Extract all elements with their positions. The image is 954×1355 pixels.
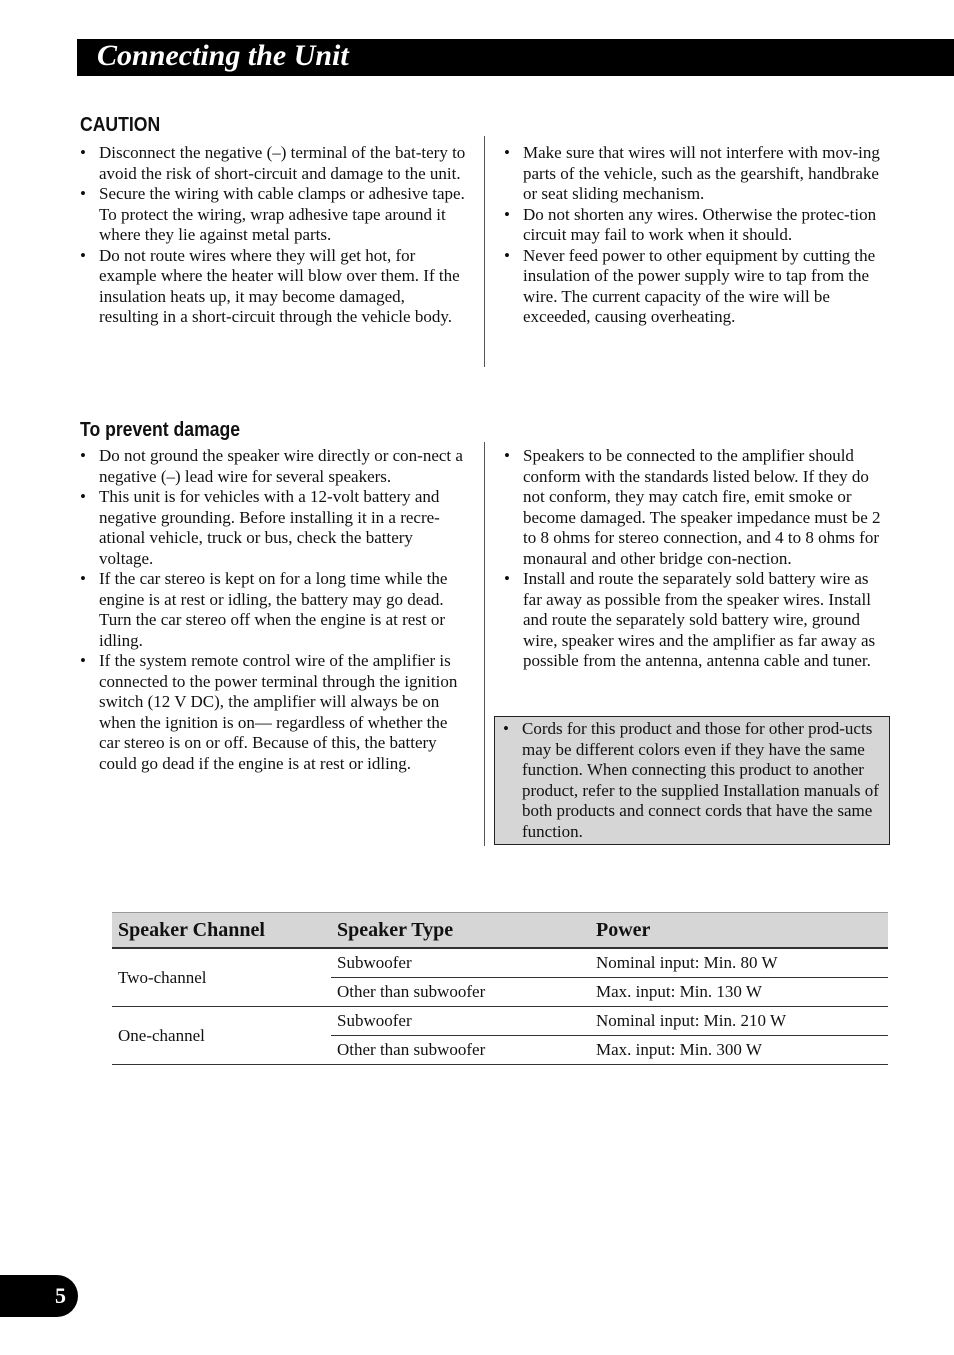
bullet: • — [80, 651, 86, 670]
list-item-text: Secure the wiring with cable clamps or adhesive tape. To protect the wiring, wrap adhesive tape around it where they lie against metal parts. — [99, 184, 465, 244]
type-cell: Subwoofer — [331, 948, 590, 978]
speaker-spec-table — [112, 912, 888, 1065]
note-box — [494, 716, 890, 845]
table-header-row — [112, 913, 888, 949]
list-item — [503, 719, 887, 842]
bullet: • — [504, 446, 510, 465]
caution-heading: CAUTION — [80, 114, 161, 136]
list-item-text: This unit is for vehicles with a 12-volt battery and negative grounding. Before installing it in a recre-ational vehicle, truck or bus, check the battery voltage. — [99, 487, 440, 568]
list-item-text: If the car stereo is kept on for a long time while the engine is at rest or idling, the battery may go dead. Turn the car stereo off when the engine is at rest or idling. — [99, 569, 448, 650]
power-cell: Max. input: Min. 130 W — [590, 978, 888, 1007]
column-divider — [484, 136, 485, 367]
bullet: • — [504, 204, 510, 224]
list-item-text: Do not route wires where they will get hot, for example where the heater will blow over them. If the insulation heats up, it may become damaged, resulting in a short-circuit through the vehicle body. — [99, 245, 460, 326]
note-text: Cords for this product and those for other prod-ucts may be different colors even if they have the same function. When connecting this product to another product, refer to the supplied Installation manuals of both products and connect cords that have the same function. — [522, 719, 879, 841]
bullet: • — [503, 719, 509, 738]
page-number-tab — [0, 1275, 78, 1317]
bullet: • — [80, 569, 86, 588]
list-item-text: Install and route the separately sold battery wire as far away as possible from the speaker wires. Install and route the separately sold battery wire, ground wire, speaker wires and the amplifier as far away as possible from the antenna, antenna cable and tuner. — [523, 569, 876, 670]
power-cell: Max. input: Min. 300 W — [590, 1036, 888, 1065]
caution-right-column — [504, 143, 888, 328]
list-item — [504, 569, 888, 672]
caution-left-column — [80, 143, 468, 328]
table-row — [112, 948, 888, 978]
table-row — [112, 1007, 888, 1036]
list-item-text: Never feed power to other equipment by cutting the insulation of the power supply wire to tap from the wire. The current capacity of the wire will be exceeded, causing overheating. — [523, 245, 876, 326]
bullet: • — [80, 245, 86, 265]
list-item — [80, 184, 468, 246]
channel-cell: One-channel — [112, 1007, 331, 1065]
bullet: • — [80, 143, 86, 162]
channel-cell: Two-channel — [112, 948, 331, 1007]
list-item — [504, 143, 888, 205]
column-header: Power — [590, 913, 888, 949]
column-divider — [484, 442, 485, 846]
page-title: Connecting the Unit — [97, 39, 349, 72]
list-item — [504, 205, 888, 246]
type-cell: Other than subwoofer — [331, 1036, 590, 1065]
power-cell: Nominal input: Min. 210 W — [590, 1007, 888, 1036]
list-item-text: Disconnect the negative (–) terminal of the bat-tery to avoid the risk of short-circuit and damage to the unit. — [99, 143, 466, 183]
list-item-text: Do not shorten any wires. Otherwise the protec-tion circuit may fail to work when it should. — [523, 204, 877, 244]
bullet: • — [504, 143, 510, 162]
column-header: Speaker Type — [331, 913, 590, 949]
prevent-right-column — [504, 446, 888, 672]
list-item — [80, 487, 468, 569]
power-cell: Nominal input: Min. 80 W — [590, 948, 888, 978]
list-item — [504, 246, 888, 328]
bullet: • — [80, 487, 86, 506]
bullet: • — [80, 184, 86, 203]
list-item — [80, 143, 468, 184]
list-item-text: If the system remote control wire of the amplifier is connected to the power terminal through the ignition switch (12 V DC), the amplifier will always be on when the ignition is on— regardless of whether the car stereo is on or off. Because of this, the battery could go dead if the engine is at rest or idling. — [99, 651, 458, 773]
list-item — [80, 569, 468, 651]
list-item — [504, 446, 888, 569]
column-header: Speaker Channel — [112, 913, 331, 949]
prevent-damage-heading: To prevent damage — [80, 419, 241, 441]
list-item — [80, 246, 468, 328]
list-item-text: Do not ground the speaker wire directly or con-nect a negative (–) lead wire for several speakers. — [99, 446, 463, 486]
bullet: • — [504, 245, 510, 265]
header-bar — [77, 39, 954, 76]
list-item-text: Make sure that wires will not interfere with mov-ing parts of the vehicle, such as the gearshift, handbrake or seat sliding mechanism. — [523, 143, 880, 203]
bullet: • — [504, 569, 510, 588]
list-item-text: Speakers to be connected to the amplifier should conform with the standards listed below. If they do not conform, they may catch fire, emit smoke or become damaged. The speaker impedance must be 2 to 8 ohms for stereo connection, and 4 to 8 ohms for monaural and other bridge con-nection. — [523, 446, 881, 568]
list-item — [80, 446, 468, 487]
type-cell: Subwoofer — [331, 1007, 590, 1036]
bullet: • — [80, 446, 86, 465]
list-item — [80, 651, 468, 774]
page-number: 5 — [55, 1283, 66, 1308]
note-column — [503, 719, 887, 842]
type-cell: Other than subwoofer — [331, 978, 590, 1007]
prevent-left-column — [80, 446, 468, 774]
